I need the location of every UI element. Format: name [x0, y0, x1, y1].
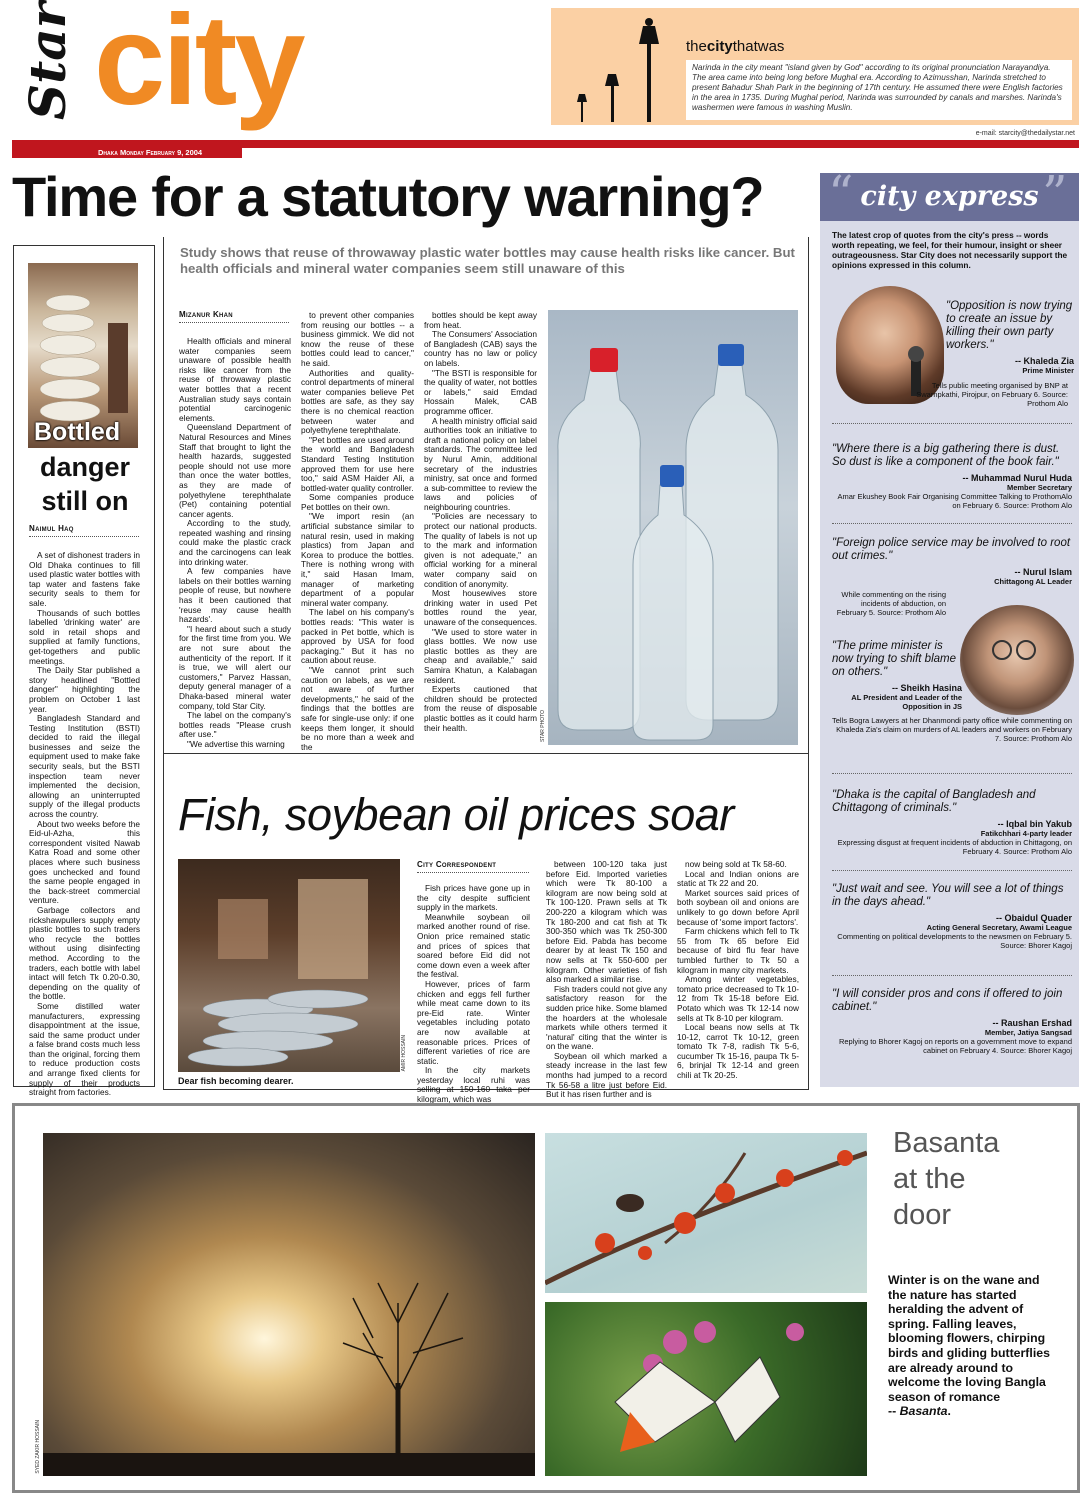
- lead-deck: Study shows that reuse of throwaway plastic water bottles may cause health risks like cancer. But health officials and mineral water companies seem still unaware of this: [180, 245, 795, 276]
- body-paragraph: Among winter vegetables, tomato price decreased to Tk 10-12 from Tk 15-18 before Eid. Potato which was Tk 12-14 now sells at Tk 8-10 per kilogram.: [677, 974, 799, 1023]
- quote-1-context: Tells public meeting organised by BNP at Swarnpkathi, Pirojpur, on February 6. Source: Prothom Alo: [916, 381, 1068, 408]
- branch-flowers-illustration: [545, 1133, 867, 1293]
- city-express-intro: The latest crop of quotes from the city's press -- words worth repeating, we feel, for their humour, insight or sheer outrageousness. Star City does not necessarily support the opinions expressed in this column.: [832, 230, 1068, 270]
- star-logo: Star: [18, 2, 77, 120]
- body-paragraph: In the city markets yesterday local ruhi was selling at 150-160 taka per kilogram, which was: [417, 1065, 530, 1105]
- lead-col-1: [179, 337, 291, 750]
- separator: [832, 870, 1072, 871]
- lead-headline: Time for a statutory warning?: [12, 165, 764, 228]
- body-paragraph: "We used to store water in glass bottles. We now use plastic bottles as they are cheap and available," said Samira Khatun, a Kalabagan resident.: [424, 626, 537, 685]
- body-paragraph: Experts cautioned that children should be protected from the reuse of disposable plastic bottles as it could harm their health.: [424, 684, 537, 733]
- body-paragraph: Market sources said prices of both soybean oil and onions are unlikely to go down before April because of 'some import factors'.: [677, 887, 799, 927]
- body-paragraph: Garbage collectors and rickshawpullers supply empty plastic bottles to such traders who recycle the bottles without using disinfecting method. According to the traders, each bottle with label intact will fetch Tk 0.20-0.30, depending on the quality of the bottle.: [29, 904, 140, 1002]
- city-express-header: [820, 165, 1079, 223]
- city-express-title: city express: [860, 181, 1039, 212]
- flowers-bird-photo: [545, 1133, 867, 1293]
- body-paragraph: "Policies are necessary to protect our national products. The quality of labels is not up to the mark and information given is not adequate," an official working for a mineral water company said on condition of anonymity.: [424, 511, 537, 589]
- quote-3-context: While commenting on the rising incidents of abduction, on February 5. Source: Prothom Alo: [836, 590, 946, 617]
- dateline: Dhaka Monday February 9, 2004: [12, 148, 242, 158]
- fish-market-photo: [178, 859, 400, 1072]
- body-paragraph: Health officials and mineral water companies seem unaware of possible health risks like cancer from the reuse of throwaway plastic water bottles that a recent Australian study says contain potential carcinogenic elements.: [179, 336, 291, 423]
- lead-byline: Mizanur Khan: [179, 310, 289, 323]
- quote-6: "Just wait and see. You will see a lot of things in the days ahead." -- Obaidul Quader Acting General Secretary, Awami League Commenting on political developments to the newsmen on February 5. Source: Bhorer Kagoj: [832, 883, 1072, 950]
- bottled-overlay: Bottled: [34, 418, 121, 446]
- body-paragraph: The Consumers' Association of Bangladesh (CAB) says the country has no law or policy on labels.: [424, 329, 537, 368]
- body-paragraph: Fish traders could not give any satisfactory reason for the sudden price hike. Some blamed the hoarders at the wholesale markets while others termed it 'natural' citing that the winter is on the wane.: [546, 983, 667, 1052]
- body-paragraph: "We cannot print such caution on labels, as we are not aware of further developments," he said of the findings that the bottles are safe for single-use only: if one keeps them longer, it should be no more than a week and the: [301, 664, 414, 752]
- body-paragraph: between 100-120 taka just before Eid. Imported varieties which were Tk 80-100 a kilogram are now being sold at Tk 100-120. Prawn sells at Tk 200-220 a kilogram which was Tk 180-200 and cat fish at Tk 300-350 which was Tk 250-300 before Eid. Pabda has become dearer by at least Tk 150 and now sells at Tk 550-600 per kilogram. Other varieties of fish also marked a similar rise.: [546, 859, 667, 985]
- masthead-rule: [12, 140, 1079, 148]
- fish-col-2: [546, 860, 667, 1100]
- lead-col-2: [301, 311, 414, 752]
- body-paragraph: A few companies have labels on their bottles warning people of reuse, but nowhere has it been cautioned that 'reuse may cause health hazards'.: [179, 566, 291, 625]
- city-that-was-text: Narinda in the city meant "island given by God" according to its original pronunciation Narayandiya. The area came into being long before Mughal era. According to Azimusshan, Narinda stretched to present Bahadur Shah Park in the beginning of 17th century. He assumed there were English factories in the area in 1735. During Mughal period, Narinda was surrounded by canals and marshes. Narinda's washermen were famous in washing Muslin.: [686, 60, 1072, 120]
- separator: [832, 975, 1072, 976]
- body-paragraph: The Daily Star published a story headlined "Bottled danger" highlighting the problem on October 1 last year.: [29, 665, 140, 714]
- fish-col-1: [417, 884, 530, 1105]
- body-paragraph: Bangladesh Standard and Testing Institution (BSTI) decided to raid the illegal businesses and seize the equipment used to make fake security seals, but the BSTI inspection team never implemented the decision, allowing an uninterrupted supply of the illegal products across the country.: [29, 713, 140, 820]
- body-paragraph: Queensland Department of Natural Resources and Mines Staff that brought to light the health hazards, suggested people should not use more than once the water bottles, as they are made of polyethylene terephthalate (Pet) containing potential cancer agents.: [179, 422, 291, 519]
- body-paragraph: Some distilled water manufacturers, expressing disappointment at the issue, said the same product under a false brand costs much less than the original, forcing them to reduce production costs and arrange fixed clients for supply of their products straight from factories.: [29, 1000, 140, 1098]
- sidebar-text: [29, 551, 140, 1098]
- body-paragraph: Local beans now sells at Tk 10-12, carrot Tk 10-12, green tomato Tk 7-8, radish Tk 5-6, cucumber Tk 15-16, paupa Tk 5-6, brinjal Tk 12-14 and green chili at Tk 20-25.: [677, 1022, 799, 1081]
- separator: [832, 423, 1072, 424]
- separator: [832, 523, 1072, 524]
- quote-close-icon: ”: [1042, 165, 1068, 223]
- body-paragraph: to prevent other companies from reusing our bottles -- a business gimmick. We did not know the reuse of these bottles could lead to cancer," he said.: [301, 310, 414, 368]
- body-paragraph: Most housewives store drinking water in used Pet bottles round the year, unaware of the consequences.: [424, 588, 538, 627]
- body-paragraph: Fish prices have gone up in the city despite sufficient supply in the markets.: [417, 883, 530, 913]
- bottles-market-photo: [28, 263, 138, 448]
- quote-7: "I will consider pros and cons if offered to join cabinet." -- Raushan Ershad Member, Jatiya Sangsad Replying to Bhorer Kagoj on reports on a government move to expand cabinet on February 4. Source: Bhorer Kagoj: [832, 988, 1072, 1055]
- body-paragraph: "We import resin (an artificial substance similar to natural resin, used in making plastics) from Japan and Korea to produce the bottles. There is nothing wrong with it," said Hasan Imam, manager of marketing department of a popular mineral water company.: [301, 511, 414, 608]
- sunset-tree-photo: [43, 1133, 535, 1476]
- body-paragraph: According to the study, repeated washing and rinsing could make the plastic crack and the carcinogens can leak into drinking water.: [179, 518, 291, 567]
- body-paragraph: The label on his company's bottles reads: "This water is packed in Pet bottle, which is approved by USA for food packaging." But it has no caution about reuse.: [301, 607, 414, 666]
- body-paragraph: The label on the company's bottles reads "Please crush after use.": [179, 710, 291, 740]
- quote-4: "The prime minister is now trying to shift blame on others." -- Sheikh Hasina AL President and Leader of the Opposition in JS: [832, 640, 962, 711]
- body-paragraph: "Pet bottles are used around the world and Bangladesh Standard Testing Institution approved them for use here too," said ASM Haider Ali, a bottled-water quality controller.: [301, 434, 414, 493]
- basanta-text: Winter is on the wane and the nature has started heralding the advent of spring. Falling leaves, blooming flowers, chirping birds and gliding butterflies are already around to welcome the loving Bangla season of romance -- Basanta.: [888, 1273, 1056, 1419]
- lamp-post-icon: [561, 14, 681, 124]
- tree-silhouette: [43, 1133, 535, 1476]
- lead-col-3: [424, 311, 537, 733]
- lead-photo-credit: STAR PHOTO: [540, 710, 546, 743]
- basanta-signoff: -- Basanta.: [888, 1404, 951, 1419]
- city-logo: city: [94, 0, 303, 132]
- quote-open-icon: “: [828, 165, 854, 223]
- body-paragraph: About two weeks before the Eid-ul-Azha, this correspondent visited Nawab Katra Road and some other places where such business goes unchecked and found the same people engaged in the back-street commercial venture.: [29, 818, 140, 906]
- fish-illustration: [178, 859, 400, 1072]
- email: e-mail: starcity@thedailystar.net: [975, 130, 1075, 137]
- sheikh-hasina-photo: [960, 605, 1074, 715]
- body-paragraph: "I heard about such a study for the first time from you. We are not sure about the authenticity of the report. If it is true, we will alert our customers," Parvez Hassan, deputy general manager of a Dhaka-based mineral water company, told Star City.: [179, 623, 291, 711]
- quote-3: "Foreign police service may be involved to root out crimes." -- Nurul Islam Chittagong AL Leader: [832, 537, 1072, 586]
- fish-headline: Fish, soybean oil prices soar: [178, 789, 734, 840]
- glasses-icon: [960, 605, 1074, 715]
- body-paragraph: A health ministry official said authorities took an initiative to draft a national policy on label standards. The committee led by Nurul Amin, additional secretary of the industries ministry, sat once and formed a sub-committee to review the laws and policies of neighbouring countries.: [424, 415, 537, 512]
- butterfly-photo: [545, 1302, 867, 1476]
- city-that-was-box: [551, 8, 1079, 125]
- basanta-photo-credit: SYED ZAKIR HOSSAIN: [35, 1420, 41, 1474]
- quote-2: "Where there is a big gathering there is dust. So dust is like a component of the book fair." -- Muhammad Nurul Huda Member Secretary Amar Ekushey Book Fair Organising Committee Talking to ProthomAlo on February 6. Source: Prothom Alo: [832, 443, 1072, 510]
- body-paragraph: Soybean oil which marked a steady increase in the last few months had jumped to a record Tk 56-58 a litre just before Eid. But it has risen further and is: [546, 1050, 667, 1100]
- body-paragraph: Some companies produce Pet bottles on their own.: [301, 492, 414, 512]
- body-paragraph: Thousands of such bottles labelled 'drinking water' are sold in retail shops and supplied at family functions, get-togethers and public meetings.: [29, 607, 140, 666]
- separator: [832, 773, 1072, 774]
- body-paragraph: A set of dishonest traders in Old Dhaka continues to fill used plastic water bottles with tap water and fastens fake security seals to them for sale.: [29, 550, 140, 608]
- body-paragraph: Authorities and quality-control departments of mineral water companies believe Pet bottles are safe, as they say there is no chemical reaction between water and polyethylene terephthalate.: [301, 367, 414, 436]
- fish-byline: City Correspondent: [417, 860, 529, 873]
- body-paragraph: now being sold at Tk 58-60.: [685, 859, 787, 869]
- butterfly-illustration: [545, 1302, 867, 1476]
- quote-4-context: Tells Bogra Lawyers at her Dhanmondi party office while commenting on Khaleda Zia's claim on murders of AL leaders and workers on February 7. Source: Prothom Alo: [832, 716, 1072, 743]
- body-paragraph: Local and Indian onions are static at Tk 22 and 20.: [677, 868, 799, 889]
- basanta-title: Basanta at the door: [893, 1127, 1000, 1231]
- bottles-illustration: [548, 310, 798, 745]
- body-paragraph: bottles should be kept away from heat.: [424, 310, 537, 330]
- body-paragraph: However, prices of farm chicken and eggs fell further while meat came down to its pre-Eid rate. Winter vegetables including potato are now available at reasonable prices. Prices of different varieties of rice are static.: [417, 978, 530, 1066]
- sidebar-byline: Naimul Haq: [29, 524, 139, 537]
- city-that-was-title: thecitythatwas: [686, 38, 785, 55]
- quote-5: "Dhaka is the capital of Bangladesh and Chittagong of criminals." -- Iqbal bin Yakub Fatikchhari 4-party leader Expressing disgust at frequent incidents of abduction in Chittagong, on February 4. Source: Prothom Alo: [832, 789, 1072, 856]
- sidebar-headline: danger still on: [39, 452, 131, 516]
- body-paragraph: "The BSTI is responsible for the quality of water, not bottles or labels," said Emdad Hossain Malek, CAB programme officer.: [424, 367, 537, 416]
- quote-1: "Opposition is now trying to create an issue by killing their own party workers." -- Khaleda Zia Prime Minister: [946, 300, 1074, 375]
- fish-col-3: [677, 860, 799, 1081]
- body-paragraph: Meanwhile soybean oil marked another round of rise. Onion price remained static and prices of spices that soared before Eid did not come down even a week after the festival.: [417, 911, 530, 980]
- fish-caption: Dear fish becoming dearer.: [178, 1076, 294, 1086]
- body-paragraph: Farm chickens which fell to Tk 55 from Tk 65 before Eid because of bird flu fear have tumbled further to Tk 50 a kilogram in many city markets.: [677, 926, 799, 975]
- water-bottles-photo: [548, 310, 798, 745]
- body-paragraph: "We advertise this warning: [187, 738, 285, 749]
- fish-photo-credit: AMIR HOSSAIN: [401, 1035, 407, 1072]
